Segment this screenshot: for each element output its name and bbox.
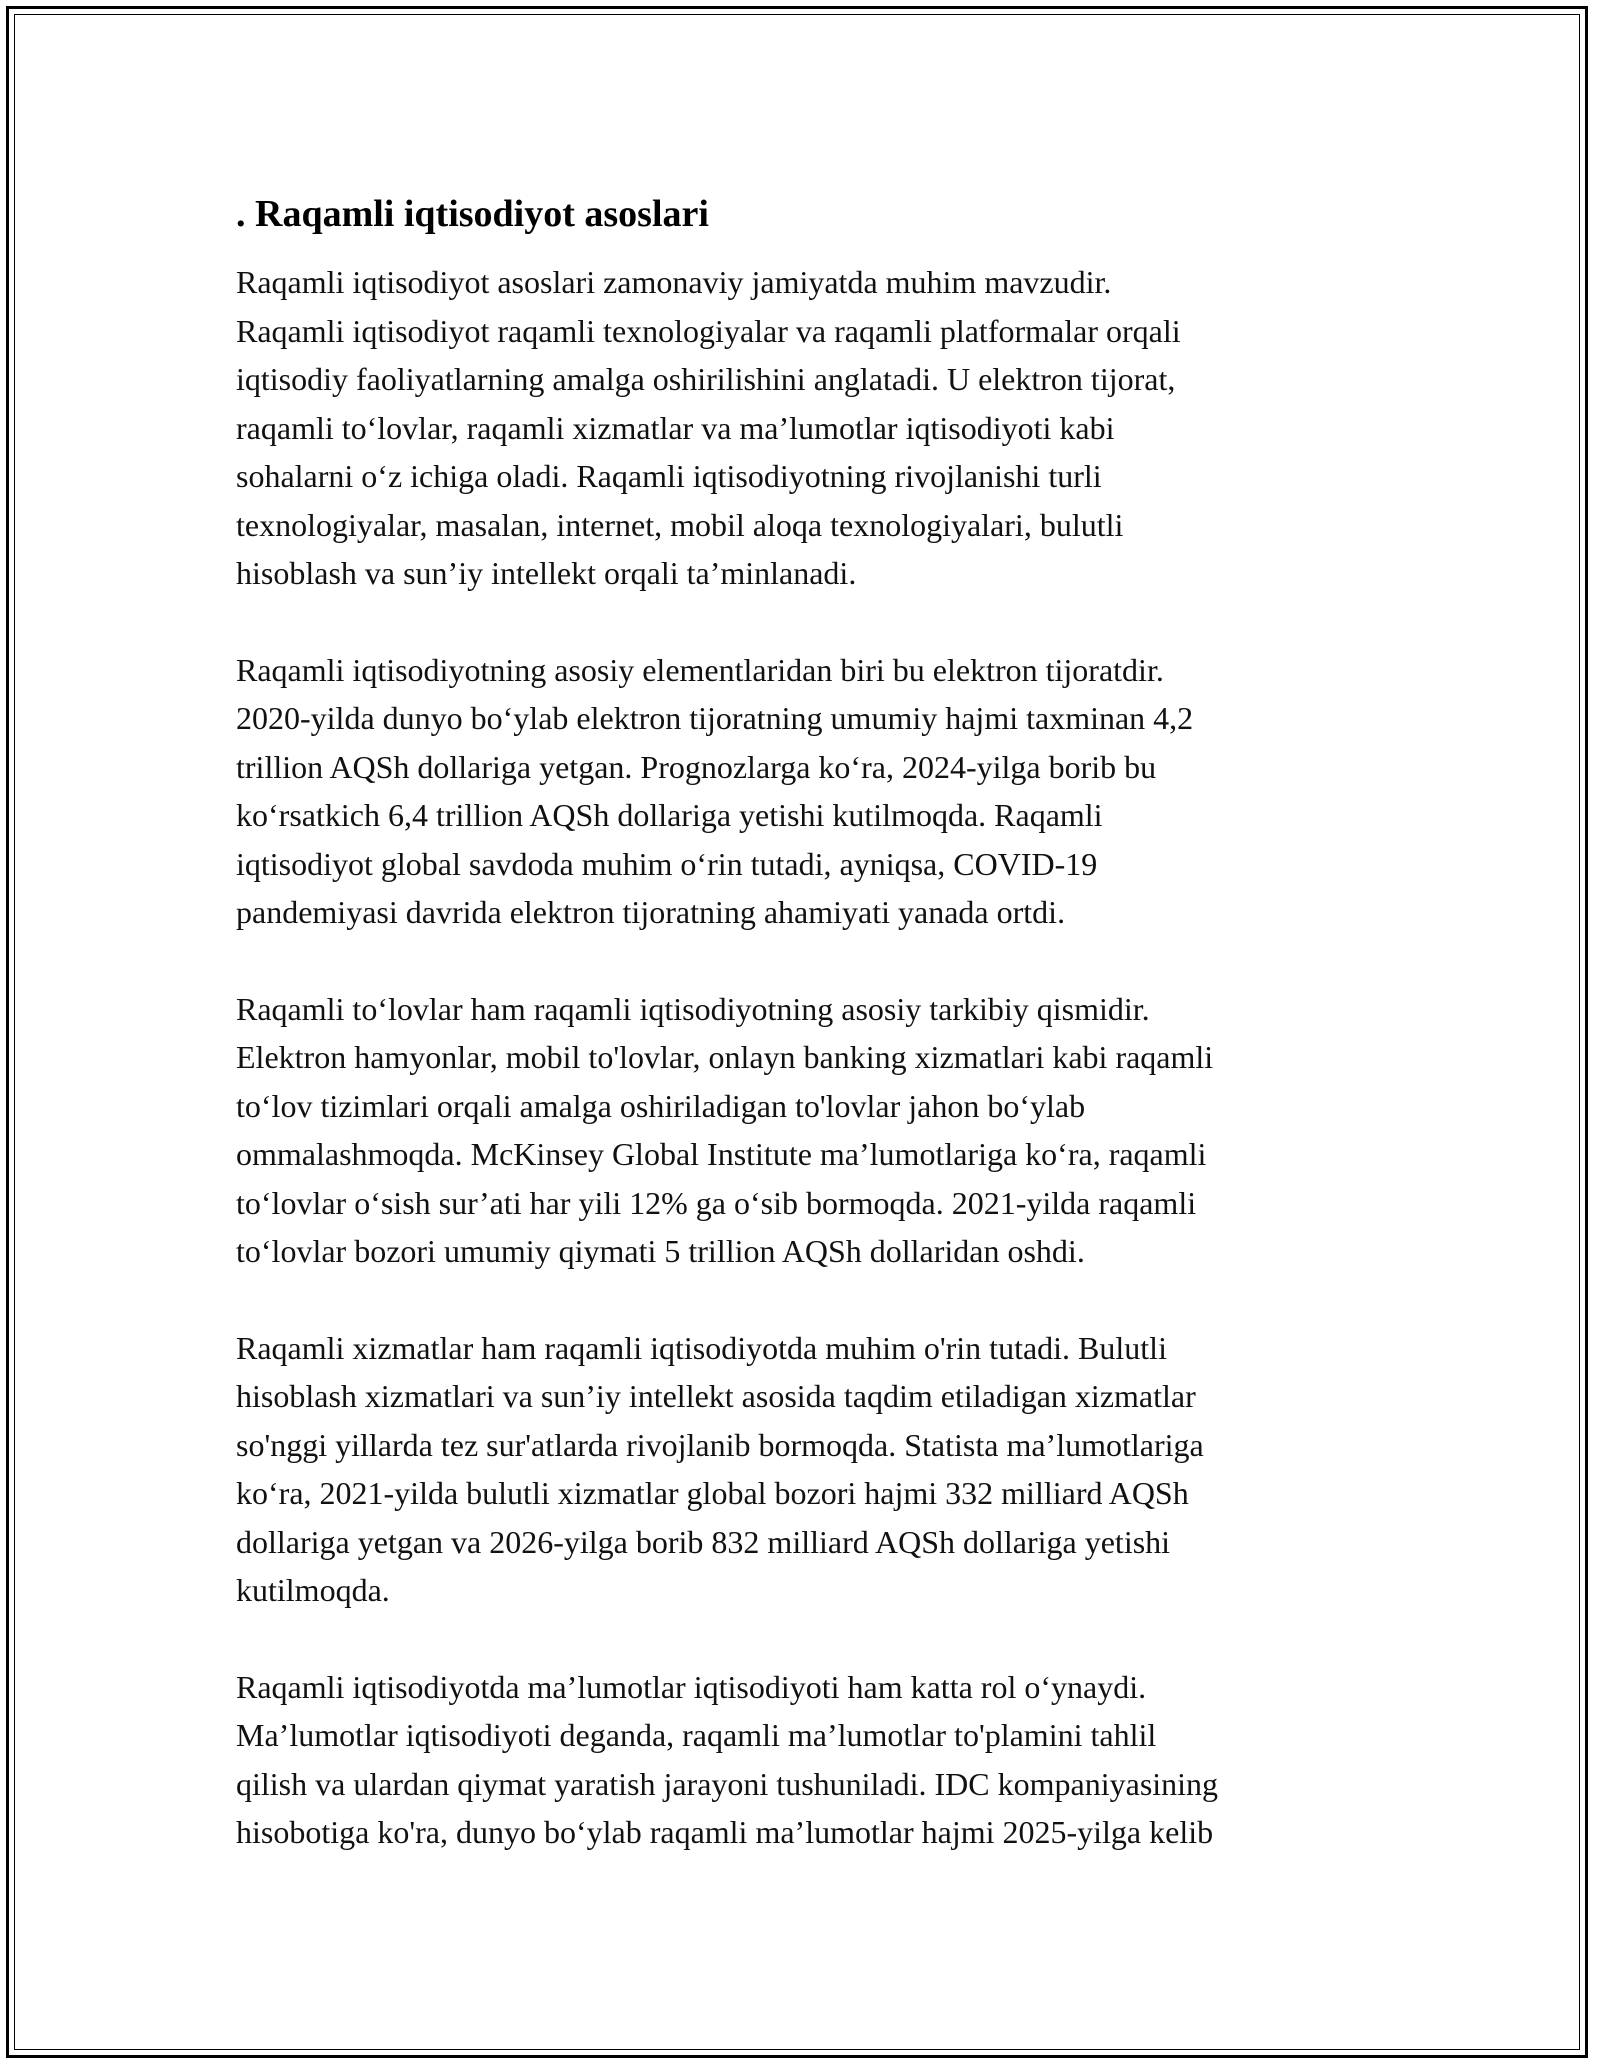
paragraph-line: 2020-yilda dunyo bo‘ylab elektron tijoratning umumiy hajmi taxminan 4,2: [236, 700, 1194, 736]
paragraph-line: dollariga yetgan va 2026-yilga borib 832 milliard AQSh dollariga yetishi: [236, 1523, 1171, 1560]
paragraph-line: kutilmoqda.: [236, 1572, 390, 1608]
paragraph-line: Raqamli iqtisodiyot raqamli texnologiyalar va raqamli platformalar orqali: [236, 312, 1181, 349]
paragraph-line: iqtisodiy faoliyatlarning amalga oshirilishini anglatadi. U elektron tijorat,: [236, 361, 1176, 397]
paragraph-line: ommalashmoqda. McKinsey Global Institute ma’lumotlariga ko‘ra, raqamli: [236, 1136, 1207, 1172]
paragraph-line: texnologiyalar, masalan, internet, mobil aloqa texnologiyalari, bulutli: [236, 506, 1124, 543]
paragraph-data-economy: [236, 1663, 1376, 1857]
paragraph-line: hisoblash va sun’iy intellekt orqali ta’minlanadi.: [236, 555, 857, 591]
paragraph-line: Raqamli iqtisodiyotning asosiy elementlaridan biri bu elektron tijoratdir.: [236, 651, 1164, 688]
paragraph-line: qilish va ulardan qiymat yaratish jarayoni tushuniladi. IDC kompaniyasining: [236, 1765, 1219, 1802]
paragraph-line: ko‘ra, 2021-yilda bulutli xizmatlar global bozori hajmi 332 milliard AQSh: [236, 1475, 1189, 1511]
paragraph-line: Raqamli iqtisodiyot asoslari zamonaviy jamiyatda muhim mavzudir.: [236, 264, 1112, 300]
paragraph-digital-services: [236, 1324, 1376, 1615]
paragraph-line: Elektron hamyonlar, mobil to'lovlar, onlayn banking xizmatlari kabi raqamli: [236, 1039, 1214, 1075]
paragraph-e-commerce: [236, 646, 1376, 937]
paragraph-line: Ma’lumotlar iqtisodiyoti deganda, raqamli ma’lumotlar to'plamini tahlil: [236, 1717, 1157, 1753]
paragraph-line: pandemiyasi davrida elektron tijoratning ahamiyati yanada ortdi.: [236, 894, 1066, 930]
paragraph-line: trillion AQSh dollariga yetgan. Prognozlarga ko‘ra, 2024-yilga borib bu: [236, 748, 1157, 785]
section-heading: . Raqamli iqtisodiyot asoslari: [236, 193, 709, 235]
paragraph-line: ko‘rsatkich 6,4 trillion AQSh dollariga yetishi kutilmoqda. Raqamli: [236, 797, 1103, 833]
paragraph-line: hisoblash xizmatlari va sun’iy intellekt asosida taqdim etiladigan xizmatlar: [236, 1378, 1196, 1414]
paragraph-line: Raqamli xizmatlar ham raqamli iqtisodiyotda muhim o'rin tutadi. Bulutli: [236, 1329, 1167, 1366]
document-body: [236, 186, 1376, 1905]
paragraph-intro: [236, 258, 1376, 598]
paragraph-digital-payments: [236, 985, 1376, 1276]
paragraph-line: so'nggi yillarda tez sur'atlarda rivojlanib bormoqda. Statista ma’lumotlariga: [236, 1426, 1204, 1463]
paragraph-line: raqamli to‘lovlar, raqamli xizmatlar va ma’lumotlar iqtisodiyoti kabi: [236, 409, 1115, 446]
paragraph-line: to‘lovlar bozori umumiy qiymati 5 trillion AQSh dollaridan oshdi.: [236, 1233, 1085, 1269]
paragraph-line: Raqamli iqtisodiyotda ma’lumotlar iqtisodiyoti ham katta rol o‘ynaydi.: [236, 1668, 1147, 1705]
paragraph-line: hisobotiga ko'ra, dunyo bo‘ylab raqamli ma’lumotlar hajmi 2025-yilga kelib: [236, 1814, 1214, 1850]
paragraph-line: to‘lovlar o‘sish sur’ati har yili 12% ga o‘sib bormoqda. 2021-yilda raqamli: [236, 1184, 1197, 1221]
paragraph-line: sohalarni o‘z ichiga oladi. Raqamli iqtisodiyotning rivojlanishi turli: [236, 458, 1102, 494]
paragraph-line: to‘lov tizimlari orqali amalga oshiriladigan to'lovlar jahon bo‘ylab: [236, 1087, 1086, 1124]
paragraph-line: Raqamli to‘lovlar ham raqamli iqtisodiyotning asosiy tarkibiy qismidir.: [236, 990, 1150, 1027]
paragraph-line: iqtisodiyot global savdoda muhim o‘rin tutadi, ayniqsa, COVID-19: [236, 845, 1098, 882]
